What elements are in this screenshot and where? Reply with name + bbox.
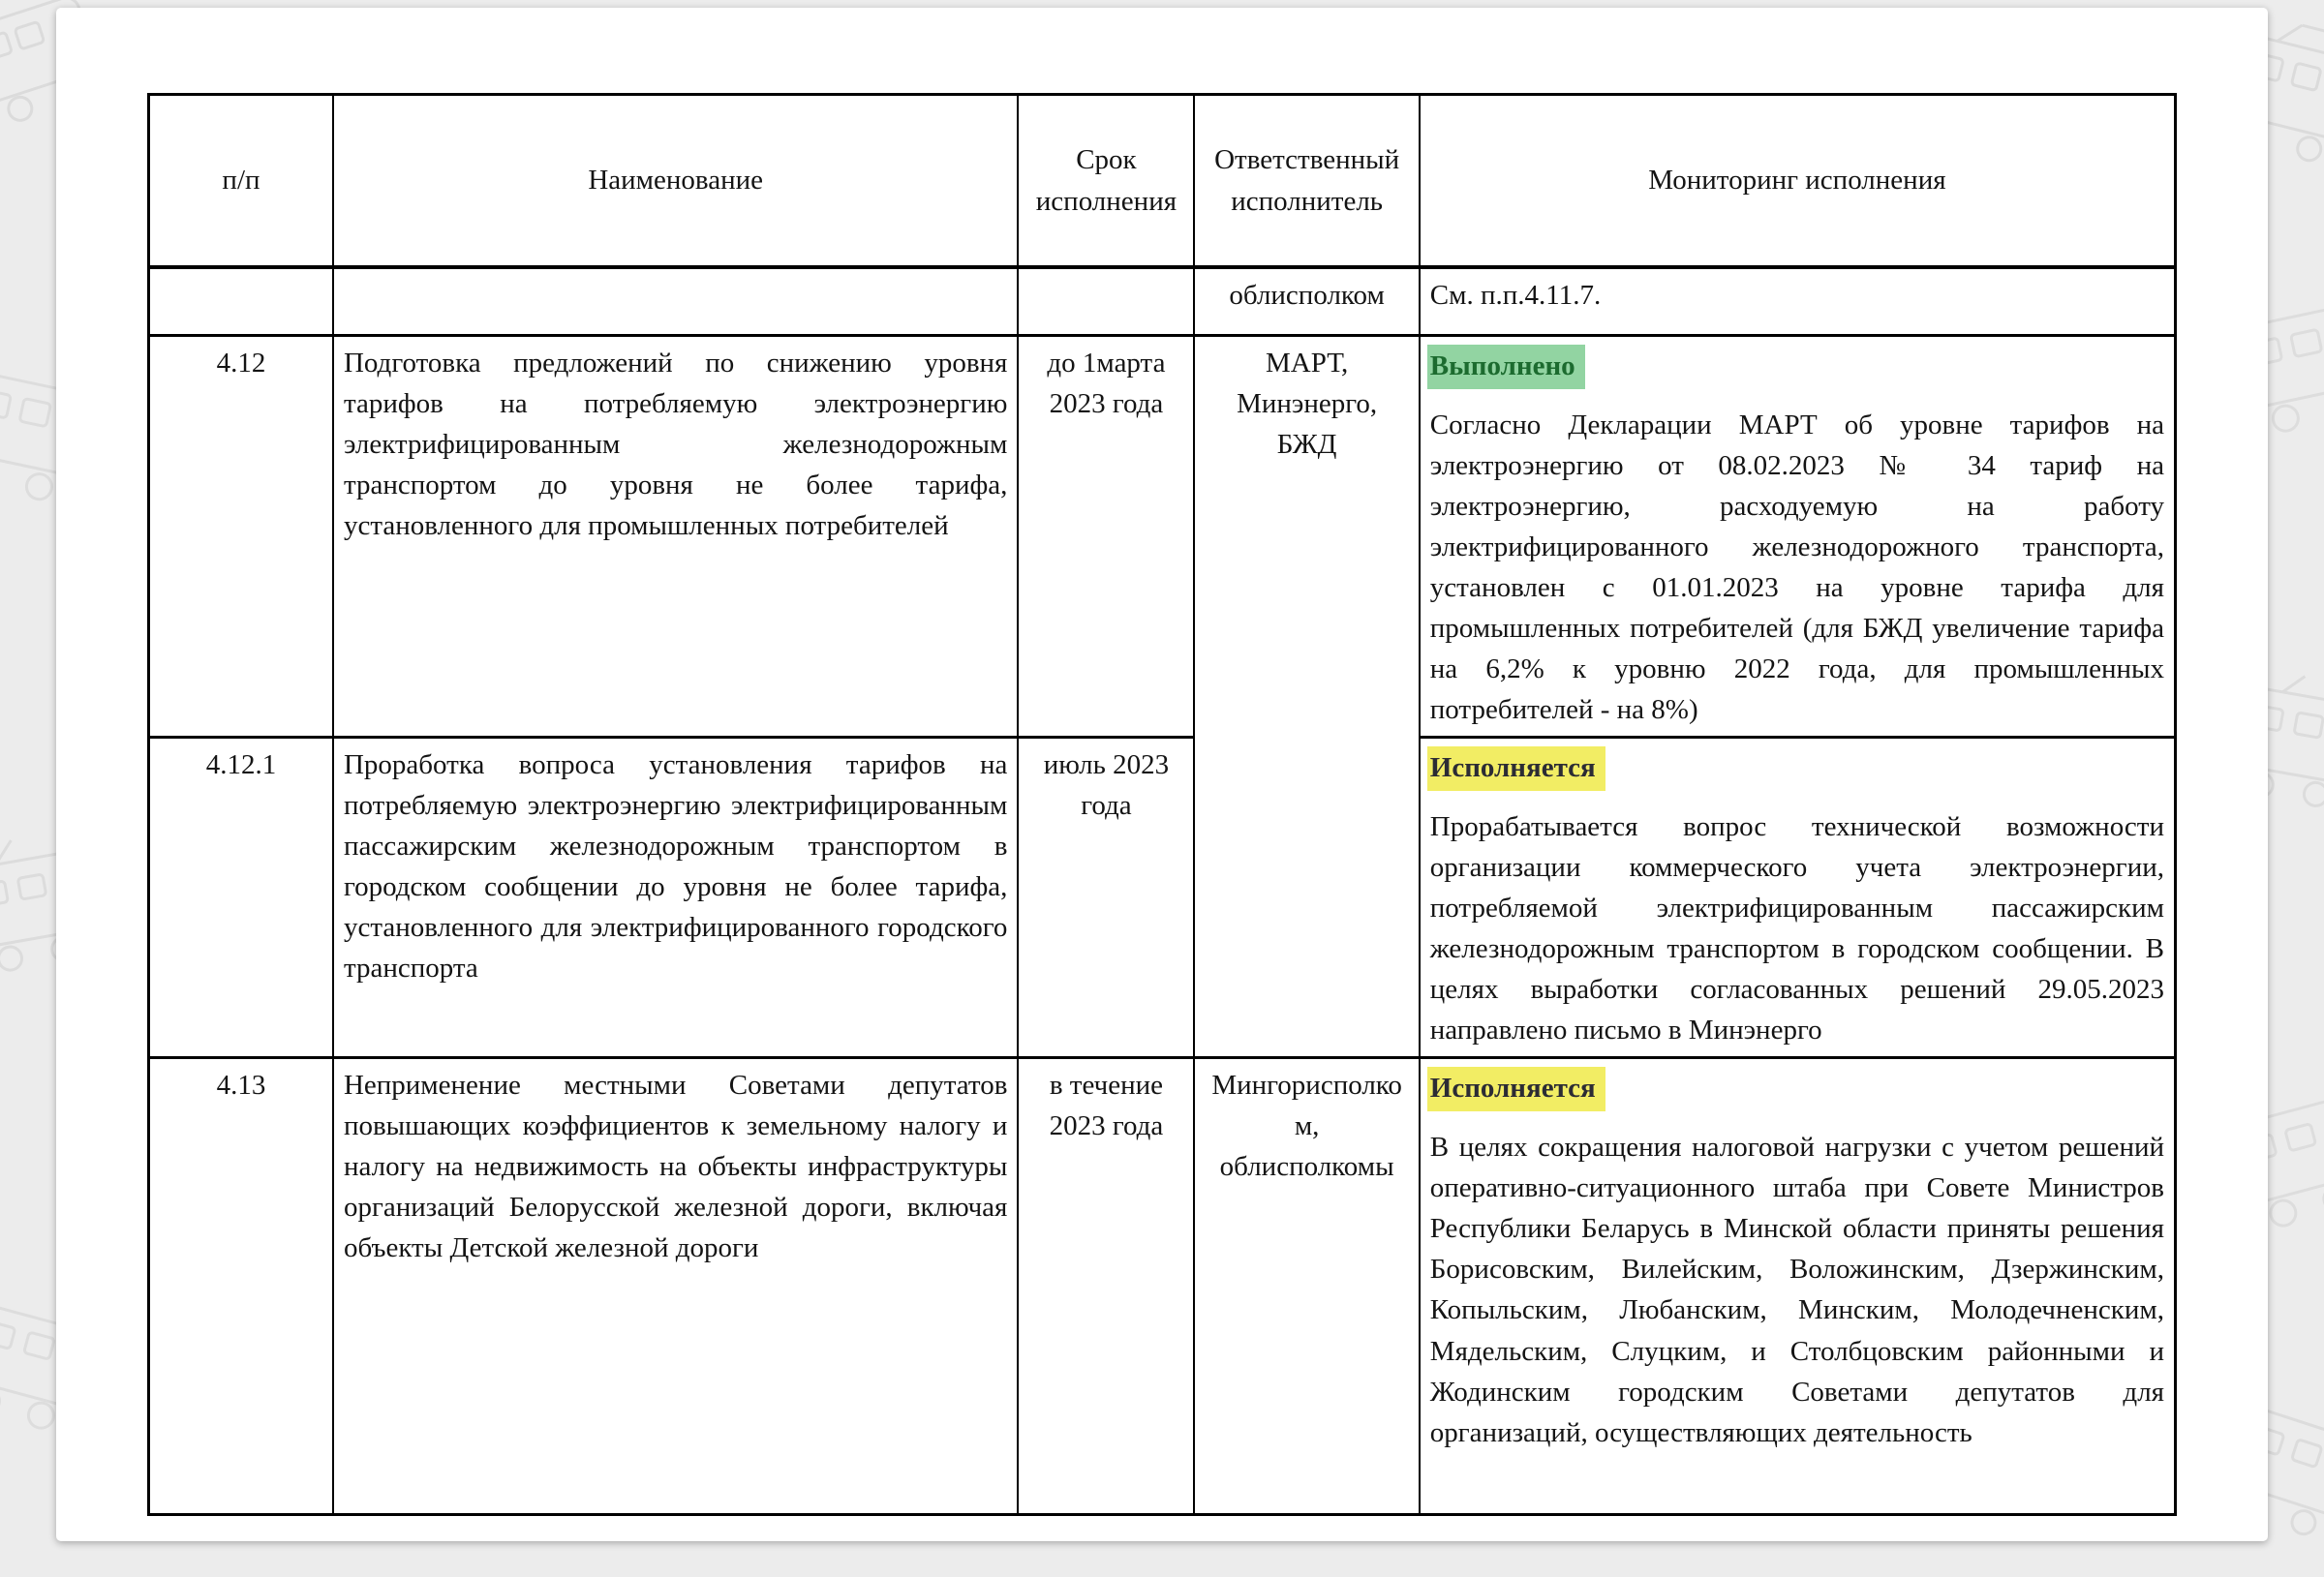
cell-term: в течение 2023 года (1018, 1058, 1194, 1515)
table-header-row (149, 95, 2176, 268)
cell-executor: облисполком (1194, 267, 1419, 335)
cell-monitoring (1420, 1058, 2176, 1515)
header-num: п/п (149, 95, 333, 268)
table-row (149, 335, 2176, 737)
cell-name: Неприменение местными Советами депутатов повышающих коэффициентов к земельному налогу и налогу на недвижимость на объекты инфраструктуры организаций Белорусской железной дороги, включая объекты Детской железной дороги (333, 1058, 1018, 1515)
header-term: Срок исполнения (1018, 95, 1194, 268)
cell-executor: МАРТ, Минэнерго, БЖД (1194, 335, 1419, 1058)
cell-term: июль 2023 года (1018, 737, 1194, 1057)
cell-name: Подготовка предложений по снижению уровня тарифов на потребляемую электроэнергию электрифицированным железнодорожным транспортом до уровня не более тарифа, установленного для промышленных потребителей (333, 335, 1018, 737)
header-monitoring: Мониторинг исполнения (1420, 95, 2176, 268)
document-page (56, 8, 2268, 1541)
cell-monitoring (1420, 737, 2176, 1057)
header-name: Наименование (333, 95, 1018, 268)
cell-monitoring (1420, 335, 2176, 737)
status-badge: Исполняется (1427, 1067, 1605, 1111)
monitoring-text: Прорабатывается вопрос технической возможности организации коммерческого учета электроэнергии, потребляемой электрифицированным пассажирским железнодорожным транспортом в городском сообщении. В целях выработки согласованных решений 29.05.2023 направлено письмо в Минэнерго (1430, 806, 2164, 1050)
cell-num: 4.13 (149, 1058, 333, 1515)
cell-num: 4.12.1 (149, 737, 333, 1057)
cell-monitoring: См. п.п.4.11.7. (1420, 267, 2176, 335)
cell-term: до 1марта 2023 года (1018, 335, 1194, 737)
cell-name: Проработка вопроса установления тарифов на потребляемую электроэнергию электрифицированным пассажирским железнодорожным транспортом в городском сообщении до уровня не более тарифа, установленного для электрифицированного городского транспорта (333, 737, 1018, 1057)
cell-num (149, 267, 333, 335)
monitoring-text: В целях сокращения налоговой нагрузки с учетом решений оперативно-ситуационного штаба при Совете Министров Республики Беларусь в Минской области приняты решения Борисовским, Вилейским, Воложинским, Дзержинским, Копыльским, Любанским, Минским, Молодечненским, Мядельским, Слуцким, и Столбцовским районными и Жодинским городским Советами депутатов для организаций, осуществляющих деятельность (1430, 1127, 2164, 1452)
table-row (149, 267, 2176, 335)
header-executor: Ответственный исполнитель (1194, 95, 1419, 268)
monitoring-text: Согласно Декларации МАРТ об уровне тарифов на электроэнергию от 08.02.2023 № 34 тариф на электроэнергию, расходуемую на работу электрифицированного железнодорожного транспорта, установлен с 01.01.2023 на уровне тарифа для промышленных потребителей (для БЖД увеличение тарифа на 6,2% к уровню 2022 года, для промышленных потребителей - на 8%) (1430, 405, 2164, 730)
cell-term (1018, 267, 1194, 335)
cell-executor: Мингорисполком, облисполкомы (1194, 1058, 1419, 1515)
cell-num: 4.12 (149, 335, 333, 737)
status-badge: Исполняется (1427, 746, 1605, 791)
monitoring-table (147, 93, 2177, 1516)
table-row (149, 1058, 2176, 1515)
table-row (149, 737, 2176, 1057)
cell-name (333, 267, 1018, 335)
status-badge: Выполнено (1427, 345, 1585, 389)
